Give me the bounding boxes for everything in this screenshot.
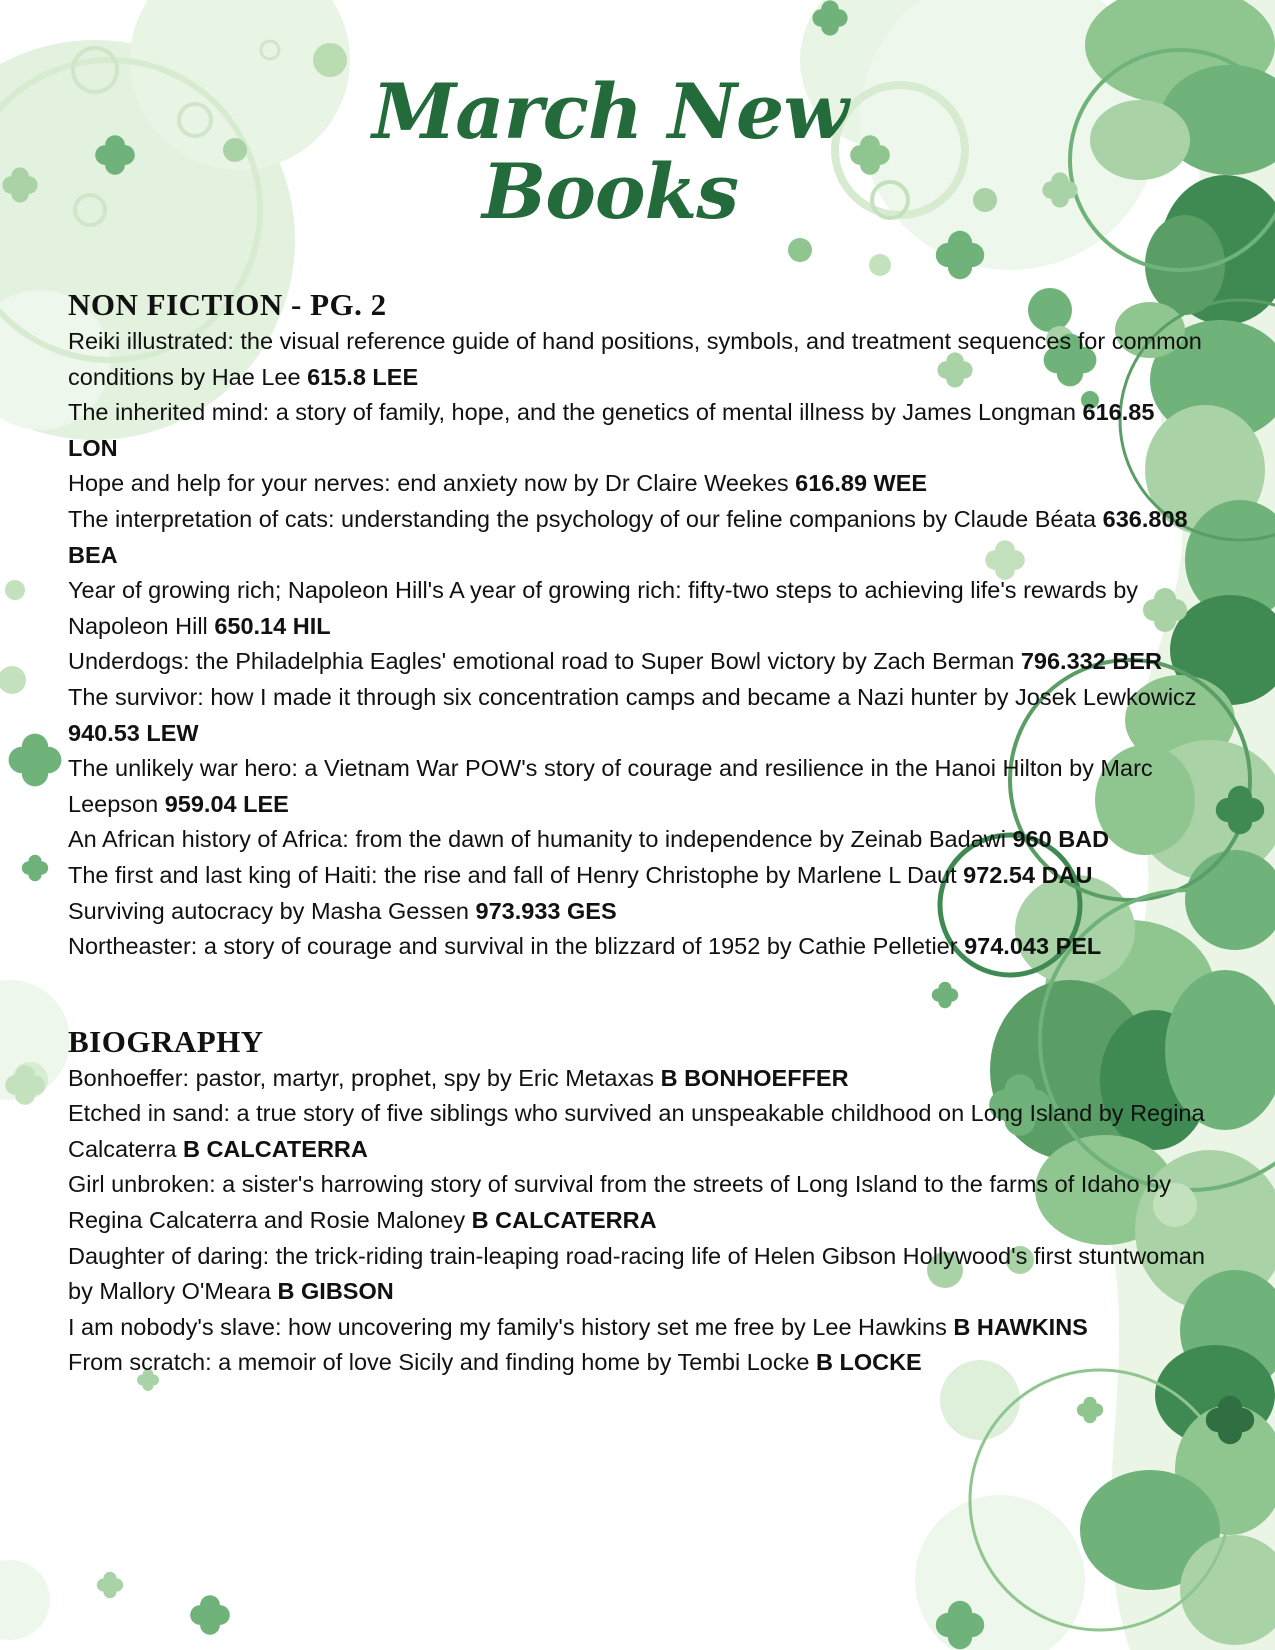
page-title xyxy=(330,67,890,236)
book-title: Underdogs: the Philadelphia Eagles' emotional road to Super Bowl victory by Zach Berman xyxy=(68,648,1015,675)
book-title: Daughter of daring: the trick-riding train-leaping road-racing life of Helen Gibson Hollywood's first stuntwoman by Mallory O'Meara xyxy=(68,1242,1205,1305)
section-heading: BIOGRAPHY xyxy=(68,1023,264,1059)
call-number: 959.04 LEE xyxy=(164,790,289,817)
book-title: The interpretation of cats: understanding the psychology of our feline companions by Claude Béata xyxy=(68,505,1097,532)
page-title-line-1: March New xyxy=(372,67,848,156)
section-biography xyxy=(68,1023,1208,1381)
call-number: B CALCATERRA xyxy=(182,1135,368,1162)
book-entry xyxy=(68,858,1208,894)
book-entry xyxy=(68,1061,1208,1097)
call-number: 616.85 LON xyxy=(68,399,1155,461)
book-entry xyxy=(68,395,1208,466)
book-title: The survivor: how I made it through six concentration camps and became a Nazi hunter by Josek Lewkowicz xyxy=(68,683,1197,710)
book-title: Reiki illustrated: the visual reference guide of hand positions, symbols, and treatment sequences for common conditions by Hae Lee xyxy=(68,328,1202,390)
book-entry xyxy=(68,1239,1208,1310)
call-number: 974.043 PEL xyxy=(964,933,1102,960)
book-title: Bonhoeffer: pastor, martyr, prophet, spy by Eric Metaxas xyxy=(68,1064,655,1091)
call-number: B HAWKINS xyxy=(953,1313,1088,1340)
book-entry xyxy=(68,502,1208,573)
book-entry xyxy=(68,644,1208,680)
book-title: The inherited mind: a story of family, hope, and the genetics of mental illness by James Longman xyxy=(68,399,1076,426)
call-number: B GIBSON xyxy=(277,1278,394,1305)
call-number: 650.14 HIL xyxy=(214,612,331,639)
call-number: B BONHOEFFER xyxy=(660,1064,849,1091)
book-title: Girl unbroken: a sister's harrowing story of survival from the streets of Long Island to the farms of Idaho by Regina Calcaterra and Rosie Maloney xyxy=(68,1171,1171,1234)
book-title: Hope and help for your nerves: end anxiety now by Dr Claire Weekes xyxy=(68,470,789,497)
book-entry xyxy=(68,894,1208,930)
call-number: 972.54 DAU xyxy=(963,861,1093,888)
section-nonfiction xyxy=(68,286,1208,965)
book-title: Northeaster: a story of courage and survival in the blizzard of 1952 by Cathie Pelletier xyxy=(68,933,958,960)
book-entry xyxy=(68,822,1208,858)
call-number: 960 BAD xyxy=(1012,826,1110,853)
book-title: Year of growing rich; Napoleon Hill's A year of growing rich: fifty-two steps to achieving life's rewards by Napoleon Hill xyxy=(68,577,1139,639)
book-entry xyxy=(68,324,1208,395)
call-number: 616.89 WEE xyxy=(795,470,928,497)
call-number: B LOCKE xyxy=(815,1349,922,1376)
book-title: I am nobody's slave: how uncovering my family's history set me free by Lee Hawkins xyxy=(68,1313,947,1340)
section-heading: NON FICTION - PG. 2 xyxy=(68,287,387,322)
call-number: 615.8 LEE xyxy=(307,363,419,390)
book-title: From scratch: a memoir of love Sicily and finding home by Tembi Locke xyxy=(68,1349,810,1376)
book-title: An African history of Africa: from the dawn of humanity to independence by Zeinab Badawi xyxy=(68,826,1006,853)
book-entry xyxy=(68,1310,1208,1346)
book-list-content xyxy=(68,286,1208,1381)
book-entry xyxy=(68,573,1208,644)
call-number: B CALCATERRA xyxy=(471,1207,657,1234)
call-number: 973.933 GES xyxy=(475,897,617,924)
book-title: Etched in sand: a true story of five siblings who survived an unspeakable childhood on Long Island by Regina Calcaterra xyxy=(68,1100,1205,1162)
call-number: 940.53 LEW xyxy=(68,719,199,746)
call-number: 796.332 BER xyxy=(1020,648,1162,675)
section-spacer xyxy=(68,965,1208,1023)
page-title-line-2: Books xyxy=(481,147,739,236)
book-title: The first and last king of Haiti: the rise and fall of Henry Christophe by Marlene L Daut xyxy=(68,861,957,888)
book-entry xyxy=(68,466,1208,502)
book-entry xyxy=(68,1345,1208,1381)
book-entry xyxy=(68,680,1208,751)
book-entry xyxy=(68,751,1208,822)
book-title: The unlikely war hero: a Vietnam War POW's story of courage and resilience in the Hanoi Hilton by Marc Leepson xyxy=(68,755,1153,817)
book-entry xyxy=(68,929,1208,965)
call-number: 636.808 BEA xyxy=(68,505,1188,568)
book-title: Surviving autocracy by Masha Gessen xyxy=(68,897,469,924)
book-entry xyxy=(68,1096,1208,1167)
book-entry xyxy=(68,1167,1208,1238)
